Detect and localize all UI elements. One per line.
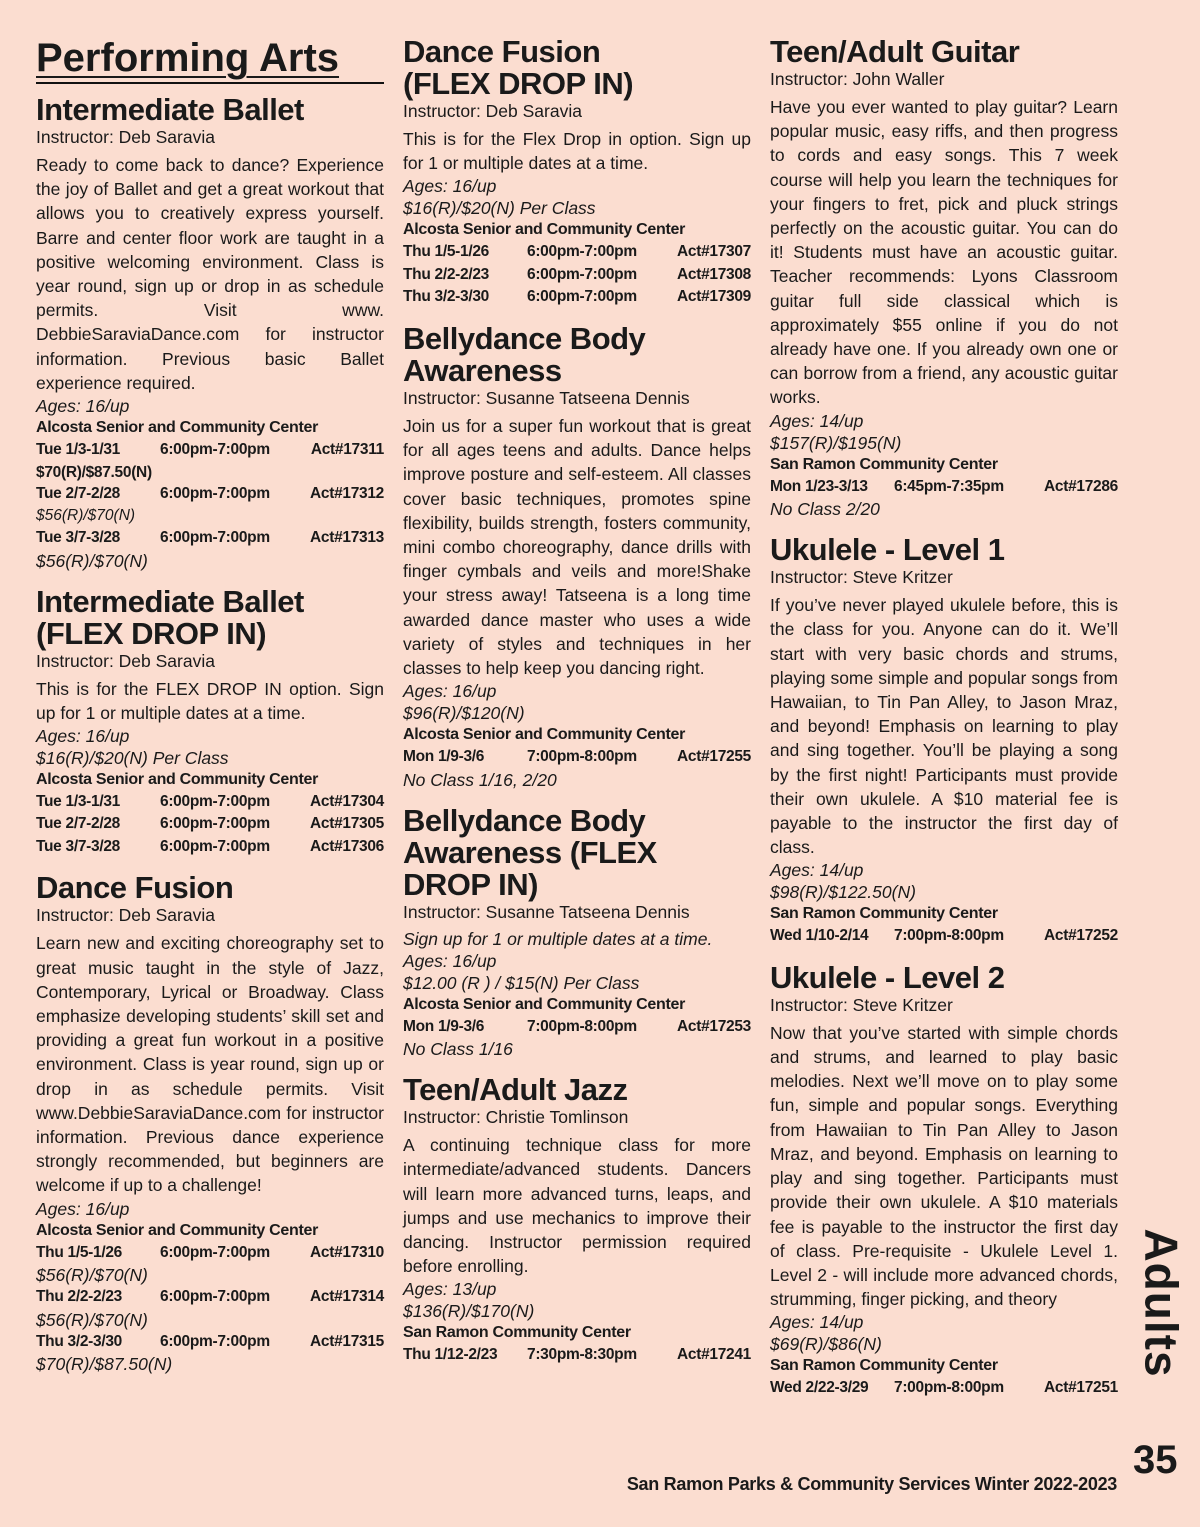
section-title: Performing Arts [36, 36, 384, 84]
session-fee: $70(R)/$87.50(N) [36, 463, 152, 481]
course-ages: Ages: 16/up [403, 176, 497, 197]
course-instructor: Instructor: John Waller [770, 69, 945, 89]
session-row: Thu 2/2-2/23 6:00pm-7:00pm Act#17308 [403, 265, 751, 283]
session-row: Tue 3/7-3/28 6:00pm-7:00pm Act#17306 [36, 837, 384, 855]
course-instructor: Instructor: Susanne Tatseena Dennis [403, 901, 690, 922]
side-tab-adults: Adults [1136, 1228, 1189, 1378]
course-fee: $98(R)/$122.50(N) [770, 882, 916, 903]
session-row: Mon 1/9-3/6 7:00pm-8:00pm Act#17253 [403, 1017, 751, 1035]
session-row: Thu 1/5-1/26 6:00pm-7:00pm Act#17310 [36, 1243, 384, 1261]
session-row: Mon 1/9-3/6 7:00pm-8:00pm Act#17255 [403, 748, 751, 766]
session-row: Tue 3/7-3/28 6:00pm-7:00pm Act#17313 [36, 529, 384, 547]
course-instructor: Instructor: Christie Tomlinson [403, 1107, 629, 1128]
course-location: Alcosta Senior and Community Center [36, 1221, 318, 1239]
course-description: This is for the Flex Drop in option. Sign up for 1 or multiple dates at a time. [403, 129, 751, 174]
course-description: Sign up for 1 or multiple dates at a time. [403, 928, 713, 949]
course-ages: Ages: 16/up [36, 396, 130, 417]
course-title: Bellydance Body Awareness (FLEX DROP IN) [403, 802, 657, 902]
course-instructor: Instructor: Steve Kritzer [770, 567, 953, 588]
course-ukulele-2 [770, 959, 1118, 1400]
course-instructor: Instructor: Susanne Tatseena Dennis [403, 387, 690, 408]
session-row: Tue 2/7-2/28 6:00pm-7:00pm Act#17312 [36, 484, 384, 502]
course-teen-adult-guitar [770, 36, 1118, 520]
course-location: Alcosta Senior and Community Center [36, 419, 318, 437]
course-location: San Ramon Community Center [770, 455, 998, 473]
session-row: Thu 1/12-2/23 7:30pm-8:30pm Act#17241 [403, 1346, 751, 1364]
course-ages: Ages: 16/up [403, 681, 497, 702]
course-location: San Ramon Community Center [770, 1357, 998, 1375]
course-fee: $96(R)/$120(N) [403, 703, 525, 724]
course-note: No Class 1/16, 2/20 [403, 769, 557, 790]
course-title: Teen/Adult Jazz [403, 1072, 628, 1108]
course-title: Teen/Adult Guitar [770, 34, 1020, 69]
course-description: A continuing technique class for more intermediate/advanced students. Dancers will learn more advanced turns, leaps, and jumps and use mechanics to improve their dancing. Instructor permission required before enrolling. [403, 1135, 751, 1277]
course-teen-adult-jazz [403, 1074, 751, 1367]
course-title: Dance Fusion (FLEX DROP IN) [403, 34, 634, 101]
course-ages: Ages: 13/up [403, 1279, 497, 1300]
course-title: Intermediate Ballet (FLEX DROP IN) [36, 583, 304, 651]
course-description: Join us for a super fun workout that is great for all ages teens and adults. Dance helps improve posture and self-esteem. All classes cover basic techniques, promotes spine flexibility, builds strength, fosters community, mini combo choreography, dance drills with finger cymbals and veils and more!Shake your stress away! Tatseena is a long time awarded dance master who uses a wide variety of styles and techniques in her classes to help keep you dancing right. [403, 415, 751, 678]
session-row: Mon 1/23-3/13 6:45pm-7:35pm Act#17286 [770, 477, 1118, 495]
course-instructor: Instructor: Deb Saravia [36, 905, 215, 926]
session-row: Tue 2/7-2/28 6:00pm-7:00pm Act#17305 [36, 815, 384, 833]
course-location: San Ramon Community Center [770, 905, 998, 923]
course-intermediate-ballet [36, 94, 384, 572]
session-fee: $56(R)/$70(N) [36, 550, 148, 571]
course-location: Alcosta Senior and Community Center [36, 770, 318, 788]
course-description: If you’ve never played ukulele before, this is the class for you. Anyone can do it. We’ll start with very basic chords and strums, playing some simple and popular songs from Hawaiian, to Tin Pan Alley, to Jason Mraz, and beyond! Emphasis on learning to play and sing together. You’ll be playing a song by the first night! Participants must provide their own ukulele. A $10 material fee is payable to the instructor the first day of class. [770, 595, 1118, 858]
course-bellydance-flex [403, 802, 751, 1061]
session-row: Wed 1/10-2/14 7:00pm-8:00pm Act#17252 [770, 927, 1118, 945]
course-note: No Class 1/16 [403, 1039, 513, 1060]
course-intermediate-ballet-flex [36, 583, 384, 859]
course-ages: Ages: 16/up [36, 1198, 130, 1219]
course-title: Bellydance Body Awareness [403, 320, 646, 388]
course-ukulele-1 [770, 534, 1118, 948]
course-dance-fusion [36, 872, 384, 1375]
course-instructor: Instructor: Steve Kritzer [770, 994, 953, 1015]
course-dance-fusion-flex [403, 36, 751, 309]
session-row: Thu 3/2-3/30 6:00pm-7:00pm Act#17309 [403, 288, 751, 306]
course-ages: Ages: 14/up [770, 860, 864, 881]
course-ages: Ages: 16/up [36, 725, 130, 746]
course-title: Dance Fusion [36, 870, 234, 906]
course-fee: $136(R)/$170(N) [403, 1301, 535, 1322]
course-ages: Ages: 14/up [770, 410, 864, 431]
course-ages: Ages: 16/up [403, 950, 497, 971]
course-description: Learn new and exciting choreography set to great music taught in the style of Jazz, Contemporary, Lyrical or Broadway. Class emphasize developing students’ skill set and providing a great fun workout in a positive environment. Class is year round, sign up or drop in as schedule permits. Visit www.DebbieSaraviaDance.com for instructor information. Previous dance experience strongly recommended, but beginners are welcome if up to a challenge! [36, 933, 384, 1196]
session-fee: $56(R)/$70(N) [36, 1265, 148, 1286]
session-fee: $56(R)/$70(N) [36, 507, 136, 525]
column-2 [403, 30, 751, 1381]
course-title: Ukulele - Level 2 [770, 959, 1005, 995]
session-row: Thu 2/2-2/23 6:00pm-7:00pm Act#17314 [36, 1288, 384, 1306]
session-row: Tue 1/3-1/31 6:00pm-7:00pm Act#17311 [36, 441, 384, 459]
course-description: Have you ever wanted to play guitar? Learn popular music, easy riffs, and then progress to cords and easy songs. This 7 week course will help you learn the techniques for your fingers to fret, pick and pluck strings perfectly on the acoustic guitar. You can do it! Students must have an acoustic guitar. Teacher recommends: Lyons Classroom guitar full side classical which is approximately $55 online if you do not already have one. If you already own one or can borrow from a friend, any acoustic guitar works. [770, 97, 1118, 408]
course-instructor: Instructor: Deb Saravia [36, 127, 215, 147]
course-description: Now that you’ve started with simple chords and strums, and learned to play basic melodies. Next we’ll move on to play some fun, simple and popular songs. Everything from Hawaiian to Tin Pan Alley to Jason Mraz, and beyond. Emphasis on learning to play and sing together. Participants must provide their own ukulele. A $10 materials fee is payable to the instructor the first day of class. Pre-requisite - Ukulele Level 1. Level 2 - will include more advanced chords, strumming, finger picking, and theory [770, 1022, 1118, 1310]
course-bellydance [403, 320, 751, 791]
course-location: Alcosta Senior and Community Center [403, 726, 685, 744]
page-number: 35 [1133, 1438, 1178, 1482]
session-row: Thu 3/2-3/30 6:00pm-7:00pm Act#17315 [36, 1332, 384, 1350]
course-fee: $16(R)/$20(N) Per Class [36, 747, 229, 768]
course-title: Ukulele - Level 1 [770, 532, 1005, 568]
session-fee: $70(R)/$87.50(N) [36, 1354, 173, 1375]
course-description: Ready to come back to dance? Experience the joy of Ballet and get a great workout that allows you to creatively express yourself. Barre and center floor work are taught in a positive welcoming environment. Class is year round, sign up or drop in as schedule permits. Visit www. DebbieSaraviaDance.com for instructor information. Previous basic Ballet experience required. [36, 155, 384, 393]
course-fee: $157(R)/$195(N) [770, 432, 902, 453]
course-location: San Ramon Community Center [403, 1324, 631, 1342]
course-instructor: Instructor: Deb Saravia [36, 650, 215, 671]
course-title: Intermediate Ballet [36, 92, 304, 127]
course-location: Alcosta Senior and Community Center [403, 221, 685, 239]
session-row: Thu 1/5-1/26 6:00pm-7:00pm Act#17307 [403, 243, 751, 261]
column-1 [36, 30, 384, 1389]
column-3 [770, 30, 1118, 1414]
course-note: No Class 2/20 [770, 499, 880, 520]
course-fee: $16(R)/$20(N) Per Class [403, 198, 596, 219]
course-fee: $69(R)/$86(N) [770, 1334, 882, 1355]
footer: San Ramon Parks & Community Services Winter 2022-2023 [626, 1474, 1117, 1494]
course-instructor: Instructor: Deb Saravia [403, 101, 582, 121]
session-row: Wed 2/22-3/29 7:00pm-8:00pm Act#17251 [770, 1379, 1118, 1397]
course-fee: $12.00 (R ) / $15(N) Per Class [403, 972, 640, 993]
course-description: This is for the FLEX DROP IN option. Sign up for 1 or multiple dates at a time. [36, 678, 384, 723]
session-fee: $56(R)/$70(N) [36, 1309, 148, 1330]
course-ages: Ages: 14/up [770, 1312, 864, 1333]
session-row: Tue 1/3-1/31 6:00pm-7:00pm Act#17304 [36, 792, 384, 810]
course-location: Alcosta Senior and Community Center [403, 995, 685, 1013]
